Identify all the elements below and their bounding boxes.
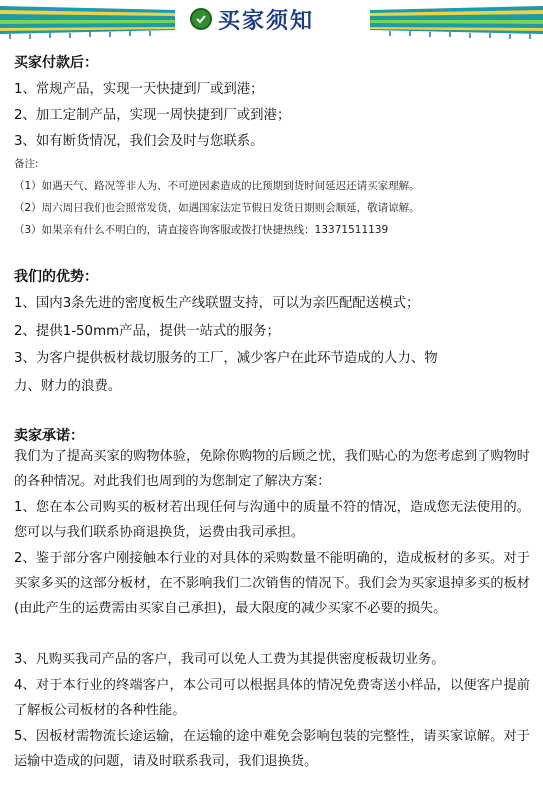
banner-title-group: [190, 2, 314, 36]
check-circle-icon: [190, 8, 212, 30]
payment-item-1: 1、常规产品，实现一天快捷到厂或到港；: [14, 82, 264, 97]
promise-item-5: 5、因板材需物流长途运输，在运输的途中难免会影响包装的完整性，请买家谅解。对于运输中造成的问题，请及时联系我司，我们退换货。: [14, 729, 530, 769]
note-item-1: （1）如遇天气、路况等非人为、不可逆因素造成的比预期到货时间延迟还请买家理解。: [14, 180, 420, 192]
payment-item-2: 2、加工定制产品，实现一周快捷到厂或到港；: [14, 108, 291, 123]
advantages-section-title: 我们的优势：: [14, 269, 98, 285]
note-item-3: （3）如果亲有什么不明白的，请直接咨询客服或拨打快捷热线：13371511139: [14, 224, 389, 236]
advantage-item-3-cont: 力、财力的浪费。: [14, 379, 122, 394]
advantage-item-3: 3、为客户提供板材裁切服务的工厂，减少客户在此环节造成的人力、物: [14, 351, 438, 366]
note-item-2: （2）周六周日我们也会照常发货，如遇国家法定节假日发货日期则会顺延，敬请谅解。: [14, 202, 420, 214]
promise-section-title: 卖家承诺：: [14, 428, 84, 444]
payment-section-title: 买家付款后：: [14, 55, 98, 71]
advantage-item-2: 2、提供1-50mm产品，提供一站式的服务；: [14, 324, 280, 339]
notes-label: 备注:: [14, 158, 39, 170]
promise-item-3: 3、凡购买我司产品的客户，我司可以免人工费为其提供密度板裁切业务。: [14, 652, 445, 667]
promise-intro: 我们为了提高买家的购物体验，免除你购物的后顾之忧，我们贴心的为您考虑到了购物时的各种情况。对此我们也周到的为您制定了解决方案：: [14, 449, 530, 489]
promise-item-1: 1、您在本公司购买的板材若出现任何与沟通中的质量不符的情况，造成您无法使用的。您可以与我们联系协商退换货，运费由我司承担。: [14, 500, 530, 540]
payment-item-3: 3、如有断货情况，我们会及时与您联系。: [14, 134, 264, 149]
promise-item-2: 2、鉴于部分客户刚接触本行业的对具体的采购数量不能明确的，造成板材的多买。对于买家多买的这部分板材，在不影响我们二次销售的情况下。我们会为买家退掉多买的板材(由此产生的运费需由买家自己承担)，最大限度的减少买家不必要的损失。: [14, 551, 530, 616]
header-banner: [0, 0, 543, 40]
promise-item-4: 4、对于本行业的终端客户，本公司可以根据具体的情况免费寄送小样品，以便客户提前了解板公司板材的各种性能。: [14, 678, 530, 718]
page-title: 买家须知: [218, 8, 315, 34]
advantage-item-1: 1、国内3条先进的密度板生产线联盟支持，可以为亲匹配配送模式；: [14, 296, 420, 311]
